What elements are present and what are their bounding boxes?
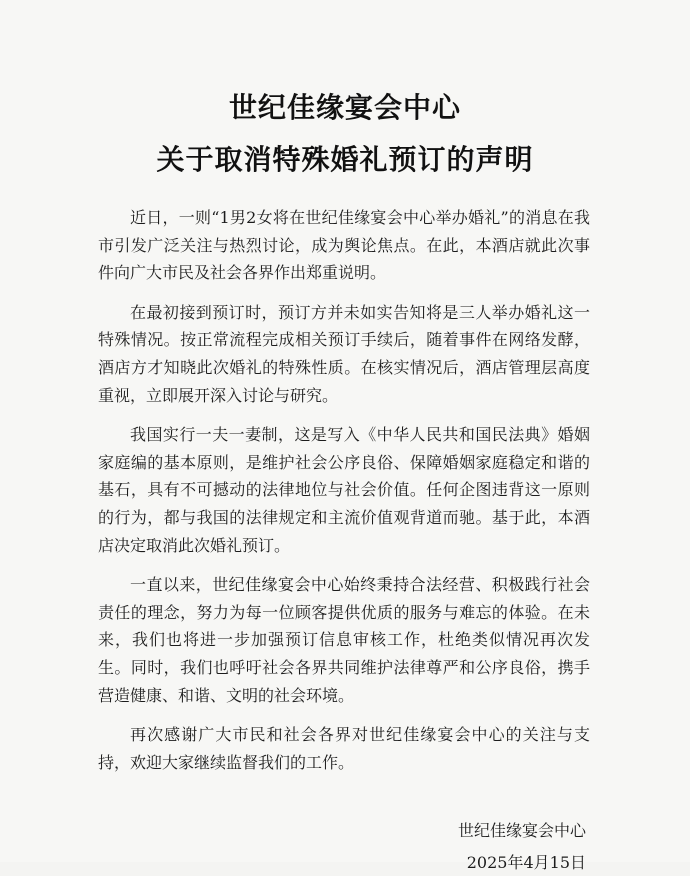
document-title: 世纪佳缘宴会中心 [228, 91, 461, 124]
statement-body [98, 204, 590, 788]
paragraph-4: 一直以来，世纪佳缘宴会中心始终秉持合法经营、积极践行社会责任的理念，努力为每一位顾客提供优质的服务与难忘的体验。在未来，我们也将进一步加强预订信息审核工作，杜绝类似情况再次发生。同时，我们也呼吁社会各界共同维护法律尊严和公序良俗，携手营造健康、和谐、文明的社会环境。 [98, 575, 590, 705]
document-subtitle: 关于取消特殊婚礼预订的声明 [156, 143, 534, 176]
paragraph-1: 近日，一则“1男2女将在世纪佳缘宴会中心举办婚礼”的消息在我市引发广泛关注与热烈讨论，成为舆论焦点。在此，本酒店就此次事件向广大市民及社会各界作出郑重说明。 [98, 208, 590, 283]
paragraph-5: 再次感谢广大市民和社会各界对世纪佳缘宴会中心的关注与支持，欢迎大家继续监督我们的工作。 [98, 725, 590, 772]
title-block [0, 88, 690, 180]
paragraph-3: 我国实行一夫一妻制，这是写入《中华人民共和国民法典》婚姻家庭编的基本原则，是维护社会公序良俗、保障婚姻家庭稳定和谐的基石，具有不可撼动的法律地位与社会价值。任何企图违背这一原则的行为，都与我国的法律规定和主流价值观背道而驰。基于此，本酒店决定取消此次婚礼预订。 [98, 425, 590, 555]
date: 2025年4月15日 [466, 853, 586, 872]
paragraph-2: 在最初接到预订时，预订方并未如实告知将是三人举办婚礼这一特殊情况。按正常流程完成相关预订手续后，随着事件在网络发酵，酒店方才知晓此次婚礼的特殊性质。在核实情况后，酒店管理层高度重视，立即展开深入讨论与研究。 [98, 302, 590, 405]
signature: 世纪佳缘宴会中心 [457, 821, 586, 840]
